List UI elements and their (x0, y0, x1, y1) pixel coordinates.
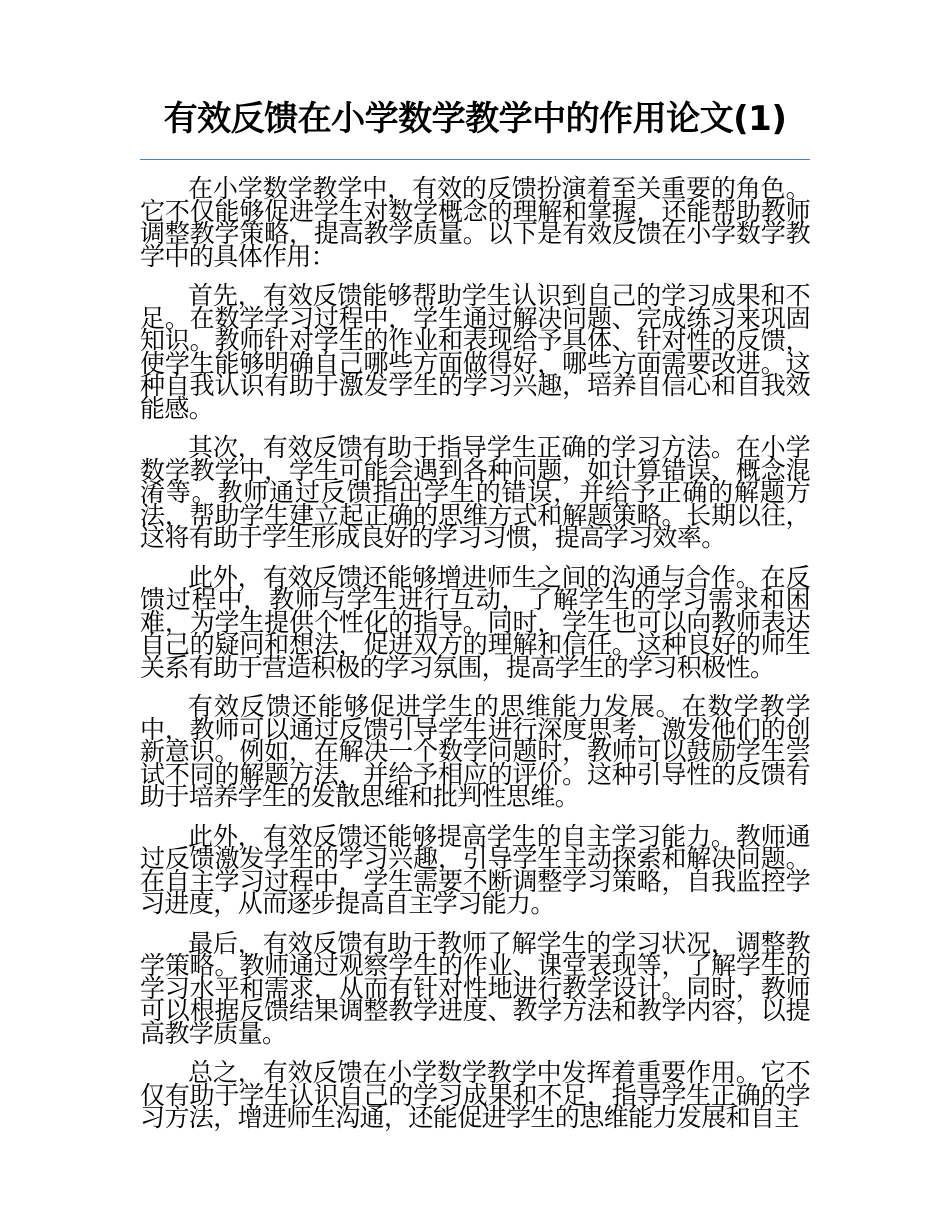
document-body (140, 174, 810, 1147)
paragraph-2: 首先，有效反馈能够帮助学生认识到自己的学习成果和不足。在数学学习过程中，学生通过解决问题、完成练习来巩固知识。教师针对学生的作业和表现给予具体、针对性的反馈，使学生能够明确自己哪些方面做得好，哪些方面需要改进。这种自我认识有助于激发学生的学习兴趣，培养自信心和自我效能感。 (140, 281, 810, 423)
paragraph-1: 在小学数学教学中，有效的反馈扮演着至关重要的角色。它不仅能够促进学生对数学概念的理解和掌握，还能帮助教师调整教学策略，提高教学质量。以下是有效反馈在小学数学教学中的具体作用： (140, 174, 810, 271)
paragraph-4: 此外，有效反馈还能够增进师生之间的沟通与合作。在反馈过程中，教师与学生进行互动，了解学生的学习需求和困难，为学生提供个性化的指导。同时，学生也可以向教师表达自己的疑问和想法，促进双方的理解和信任。这种良好的师生关系有助于营造积极的学习氛围，提高学生的学习积极性。 (140, 562, 810, 682)
document-title: 有效反馈在小学数学教学中的作用论文(1) (163, 99, 787, 139)
paragraph-6: 此外，有效反馈还能够提高学生的自主学习能力。教师通过反馈激发学生的学习兴趣，引导学生主动探索和解决问题。在自主学习过程中，学生需要不断调整学习策略，自我监控学习进度，从而逐步提高自主学习能力。 (140, 821, 810, 918)
paragraph-3: 其次，有效反馈有助于指导学生正确的学习方法。在小学数学教学中，学生可能会遇到各种问题，如计算错误、概念混淆等。教师通过反馈指出学生的错误，并给予正确的解题方法，帮助学生建立起正确的思维方式和解题策略。长期以往，这将有助于学生形成良好的学习习惯，提高学习效率。 (140, 433, 810, 552)
title-divider (140, 159, 810, 160)
paragraph-7: 最后，有效反馈有助于教师了解学生的学习状况，调整教学策略。教师通过观察学生的作业、课堂表现等，了解学生的学习水平和需求，从而有针对性地进行教学设计。同时，教师可以根据反馈结果调整教学进度、教学方法和教学内容，以提高教学质量。 (140, 928, 810, 1048)
paragraph-5: 有效反馈还能够促进学生的思维能力发展。在数学教学中，教师可以通过反馈引导学生进行深度思考，激发他们的创新意识。例如，在解决一个数学问题时，教师可以鼓励学生尝试不同的解题方法，并给予相应的评价。这种引导性的反馈有助于培养学生的发散思维和批判性思维。 (140, 692, 810, 811)
paragraph-8: 总之，有效反馈在小学数学教学中发挥着重要作用。它不仅有助于学生认识自己的学习成果和不足，指导学生正确的学习方法，增进师生沟通，还能促进学生的思维能力发展和自主 (140, 1058, 810, 1132)
